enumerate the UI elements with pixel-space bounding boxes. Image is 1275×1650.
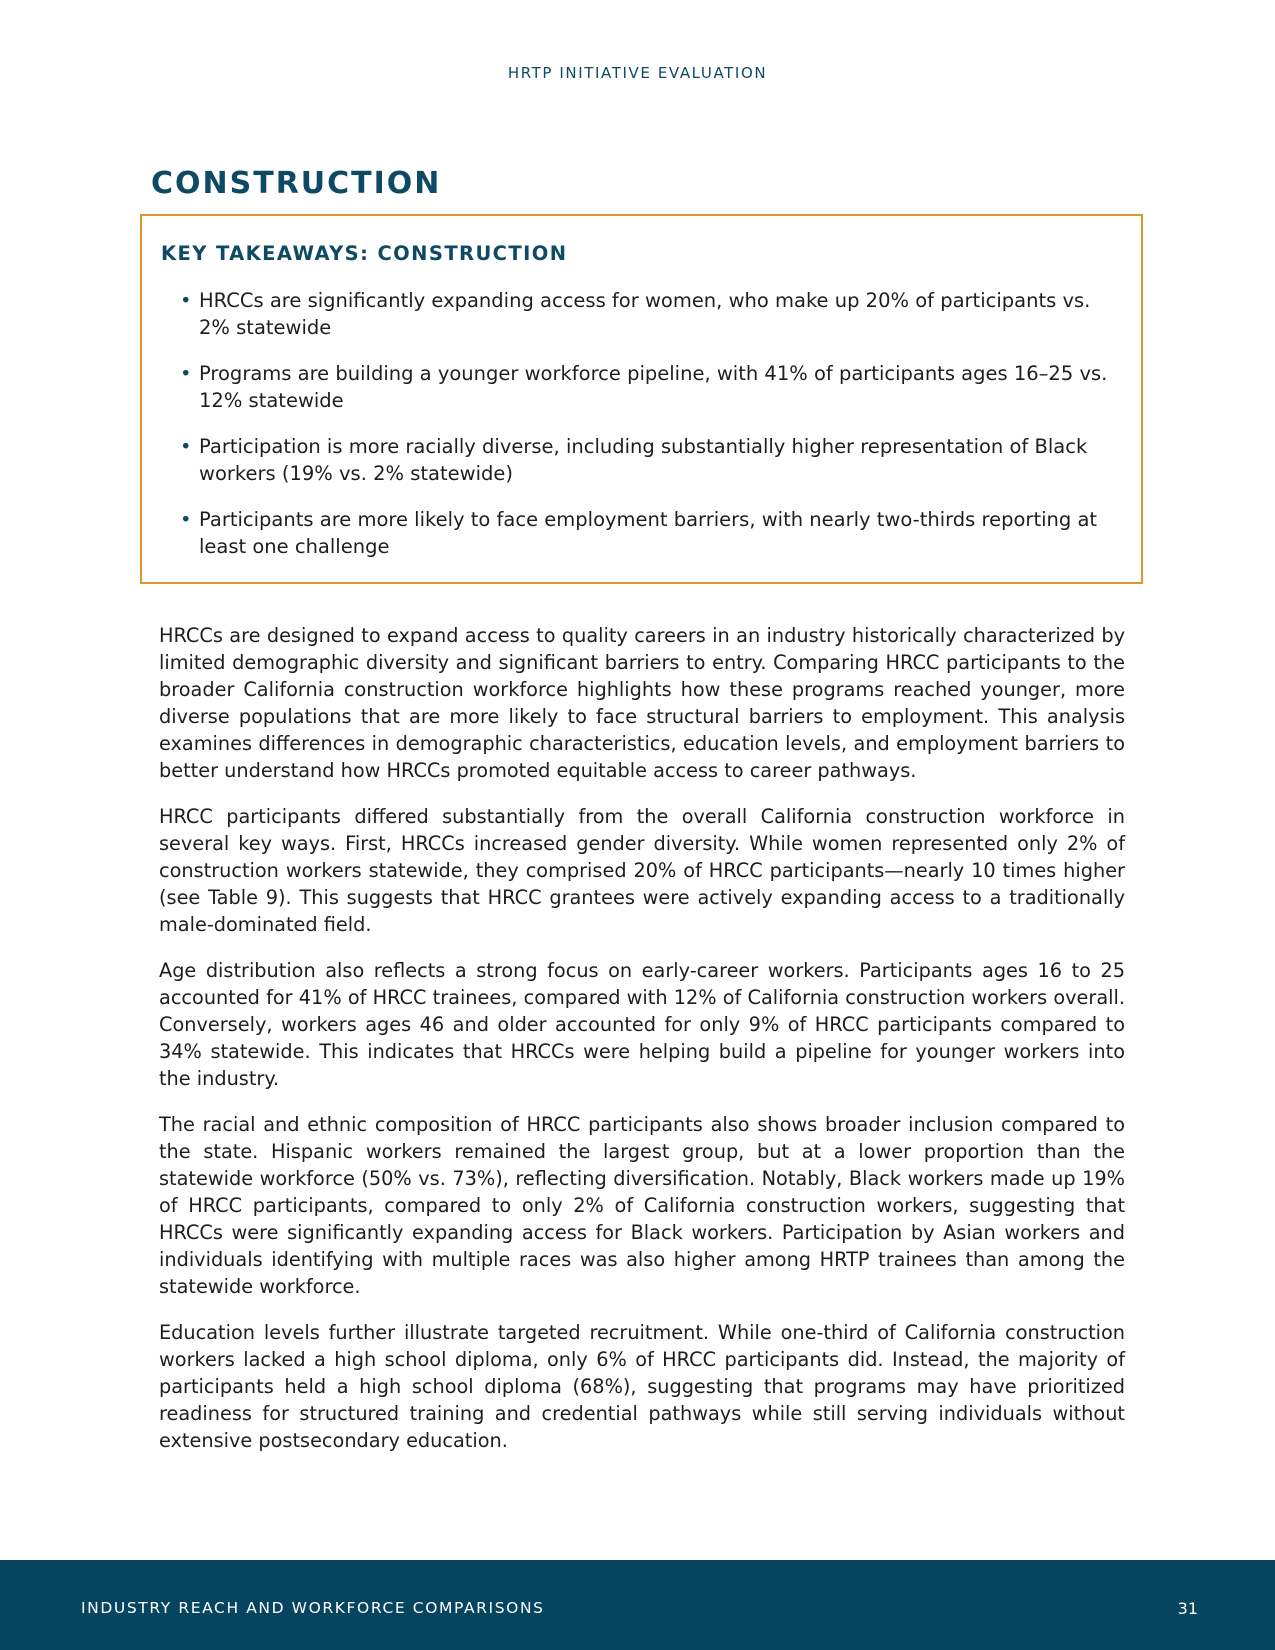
body-paragraph: The racial and ethnic composition of HRCC participants also shows broader inclusion compared to the state. Hispanic workers remained the largest group, but at a lower proportion than the statewide workforce (50% vs. 73%), reflecting diversification. Notably, Black workers made up 19% of HRCC participants, compared to only 2% of California construction workers, suggesting that HRCCs were significantly expanding access for Black workers. Participation by Asian workers and individuals identifying with multiple races was also higher among HRTP trainees than among the statewide workforce. [159,1113,1125,1298]
takeaway-item [161,433,1121,487]
body-text [159,622,1125,1473]
takeaway-item [161,506,1121,560]
page-footer [0,1560,1275,1650]
takeaway-text: HRCCs are significantly expanding access for women, who make up 20% of participants vs. 2% statewide [199,289,1091,339]
section-title: CONSTRUCTION [151,166,442,201]
body-paragraph: HRCC participants differed substantially from the overall California construction workforce in several key ways. First, HRCCs increased gender diversity. While women represented only 2% of construction workers statewide, they comprised 20% of HRCC participants—nearly 10 times higher (see Table 9). This suggests that HRCC grantees were actively expanding access to a traditionally male-dominated field. [159,805,1125,936]
key-takeaways-list [161,287,1121,560]
takeaway-text: Participation is more racially diverse, including substantially higher representation of Black workers (19% vs. 2% statewide) [199,435,1088,485]
page-number: 31 [1177,1599,1198,1618]
takeaway-text: Programs are building a younger workforce pipeline, with 41% of participants ages 16–25 vs. 12% statewide [199,362,1108,412]
body-paragraph: Age distribution also reflects a strong focus on early-career workers. Participants ages 16 to 25 accounted for 41% of HRCC trainees, compared with 12% of California construction workers overall. Conversely, workers ages 46 and older accounted for only 9% of HRCC participants compared to 34% statewide. This indicates that HRCCs were helping build a pipeline for younger workers into the industry. [159,959,1125,1090]
takeaway-item [161,360,1121,414]
bullet-icon: • [180,289,192,312]
takeaway-text: Participants are more likely to face employment barriers, with nearly two-thirds reporting at least one challenge [199,508,1098,558]
bullet-icon: • [180,362,192,385]
footer-section-label: INDUSTRY REACH AND WORKFORCE COMPARISONS [81,1599,545,1617]
body-paragraph: HRCCs are designed to expand access to quality careers in an industry historically characterized by limited demographic diversity and significant barriers to entry. Comparing HRCC participants to the broader California construction workforce highlights how these programs reached younger, more diverse populations that are more likely to face structural barriers to employment. This analysis examines differences in demographic characteristics, education levels, and employment barriers to better understand how HRCCs promoted equitable access to career pathways. [159,624,1125,782]
bullet-icon: • [180,508,192,531]
body-paragraph: Education levels further illustrate targeted recruitment. While one-third of California construction workers lacked a high school diploma, only 6% of HRCC participants did. Instead, the majority of participants held a high school diploma (68%), suggesting that programs may have prioritized readiness for structured training and credential pathways while still serving individuals without extensive postsecondary education. [159,1321,1125,1452]
bullet-icon: • [180,435,192,458]
takeaway-item [161,287,1121,341]
running-header: HRTP INITIATIVE EVALUATION [507,64,768,82]
key-takeaways-box [140,214,1143,584]
key-takeaways-title: KEY TAKEAWAYS: CONSTRUCTION [161,242,568,265]
